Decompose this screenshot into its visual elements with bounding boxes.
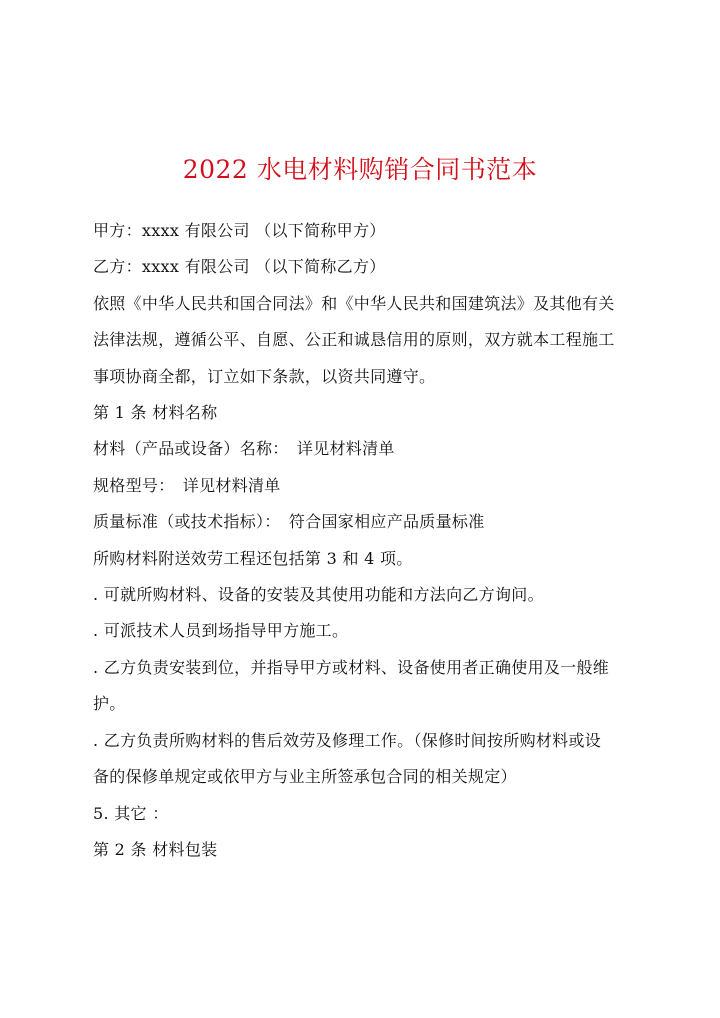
service-item-3-line-2: 护。 <box>93 694 126 714</box>
party-b-line: 乙方：xxxx 有限公司 （以下简称乙方） <box>93 257 386 277</box>
service-item-4-line-2: 备的保修单规定或依甲方与业主所签承包合同的相关规定） <box>93 767 517 787</box>
preamble-line-2: 法律法规，遵循公平、自愿、公正和诚恳信用的原则，双方就本工程施工 <box>93 330 615 350</box>
quality-standard-line: 质量标准（或技术指标）： 符合国家相应产品质量标准 <box>93 512 485 532</box>
party-a-line: 甲方：xxxx 有限公司 （以下简称甲方） <box>93 221 386 240</box>
spec-model-line: 规格型号： 详见材料清单 <box>93 475 281 495</box>
preamble-line-1: 依照《中华人民共和国合同法》和《中华人民共和国建筑法》及其他有关 <box>93 293 615 313</box>
document-title: 2022 水电材料购销合同书范本 <box>182 155 538 184</box>
service-item-3-line-1: . 乙方负责安装到位，并指导甲方或材料、设备使用者正确使用及一般维 <box>93 657 610 677</box>
service-item-2: . 可派技术人员到场指导甲方施工。 <box>93 621 349 641</box>
article-1-heading: 第 1 条 材料名称 <box>93 403 218 423</box>
service-item-1: . 可就所购材料、设备的安装及其使用功能和方法向乙方询问。 <box>93 585 544 605</box>
document-body <box>93 213 643 868</box>
material-name-line: 材料（产品或设备）名称： 详见材料清单 <box>93 439 395 459</box>
service-item-4-line-1: . 乙方负责所购材料的售后效劳及修理工作。（保修时间按所购材料或设 <box>93 730 602 750</box>
other-item-line: 5. 其它 ： <box>93 803 169 823</box>
preamble-line-3: 事项协商全都，订立如下条款，以资共同遵守。 <box>93 366 436 386</box>
service-scope-line: 所购材料附送效劳工程还包括第 3 和 4 项。 <box>93 548 413 568</box>
article-2-heading: 第 2 条 材料包装 <box>93 839 218 859</box>
